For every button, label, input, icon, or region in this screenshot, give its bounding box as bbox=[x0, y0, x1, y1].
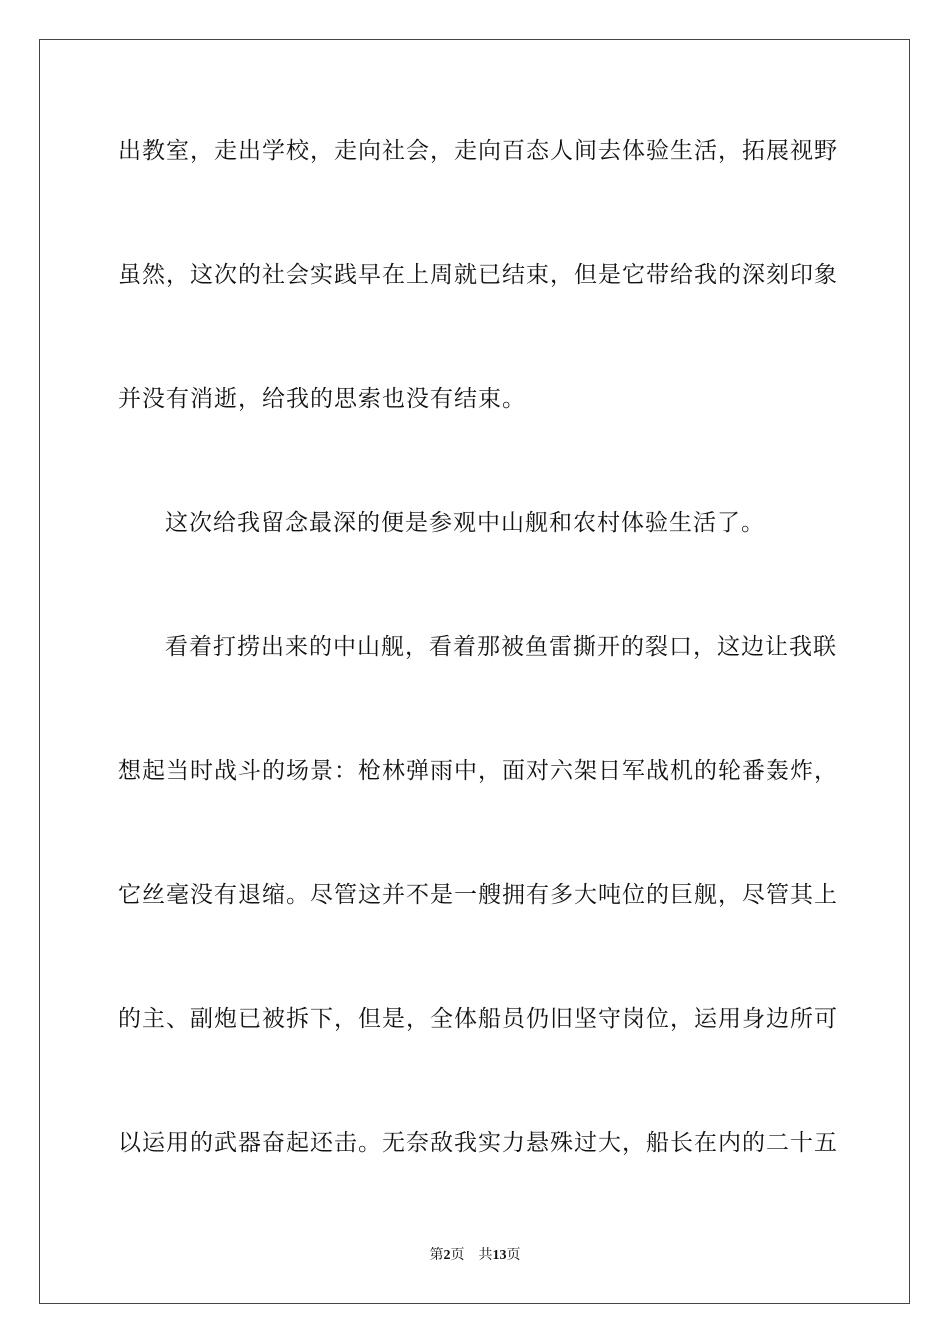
page-suffix: 页 bbox=[450, 1248, 465, 1263]
text-line-2: 虽然，这次的社会实践早在上周就已结束，但是它带给我的深刻印象 bbox=[118, 262, 838, 288]
total-prefix: 共 bbox=[478, 1248, 493, 1263]
text-line-9: 以运用的武器奋起还击。无奈敌我实力悬殊过大，船长在内的二十五 bbox=[118, 1130, 838, 1156]
page-current: 2 bbox=[443, 1248, 451, 1263]
text-line-3: 并没有消逝，给我的思索也没有结束。 bbox=[118, 386, 526, 412]
text-line-6: 想起当时战斗的场景：枪林弹雨中，面对六架日军战机的轮番轰炸， bbox=[118, 758, 838, 784]
text-line-8: 的主、副炮已被拆下，但是，全体船员仍旧坚守岗位，运用身边所可 bbox=[118, 1006, 838, 1032]
page-footer bbox=[0, 1246, 950, 1266]
page-total: 13 bbox=[492, 1248, 507, 1263]
text-line-4: 这次给我留念最深的便是参观中山舰和农村体验生活了。 bbox=[165, 510, 765, 536]
page-prefix: 第 bbox=[429, 1248, 444, 1263]
total-suffix: 页 bbox=[506, 1248, 521, 1263]
text-line-5: 看着打捞出来的中山舰，看着那被鱼雷撕开的裂口，这边让我联 bbox=[165, 634, 837, 660]
page-frame bbox=[39, 39, 910, 1304]
text-line-7: 它丝毫没有退缩。尽管这并不是一艘拥有多大吨位的巨舰，尽管其上 bbox=[118, 882, 838, 908]
text-line-1: 出教室，走出学校，走向社会，走向百态人间去体验生活，拓展视野 bbox=[118, 138, 838, 164]
